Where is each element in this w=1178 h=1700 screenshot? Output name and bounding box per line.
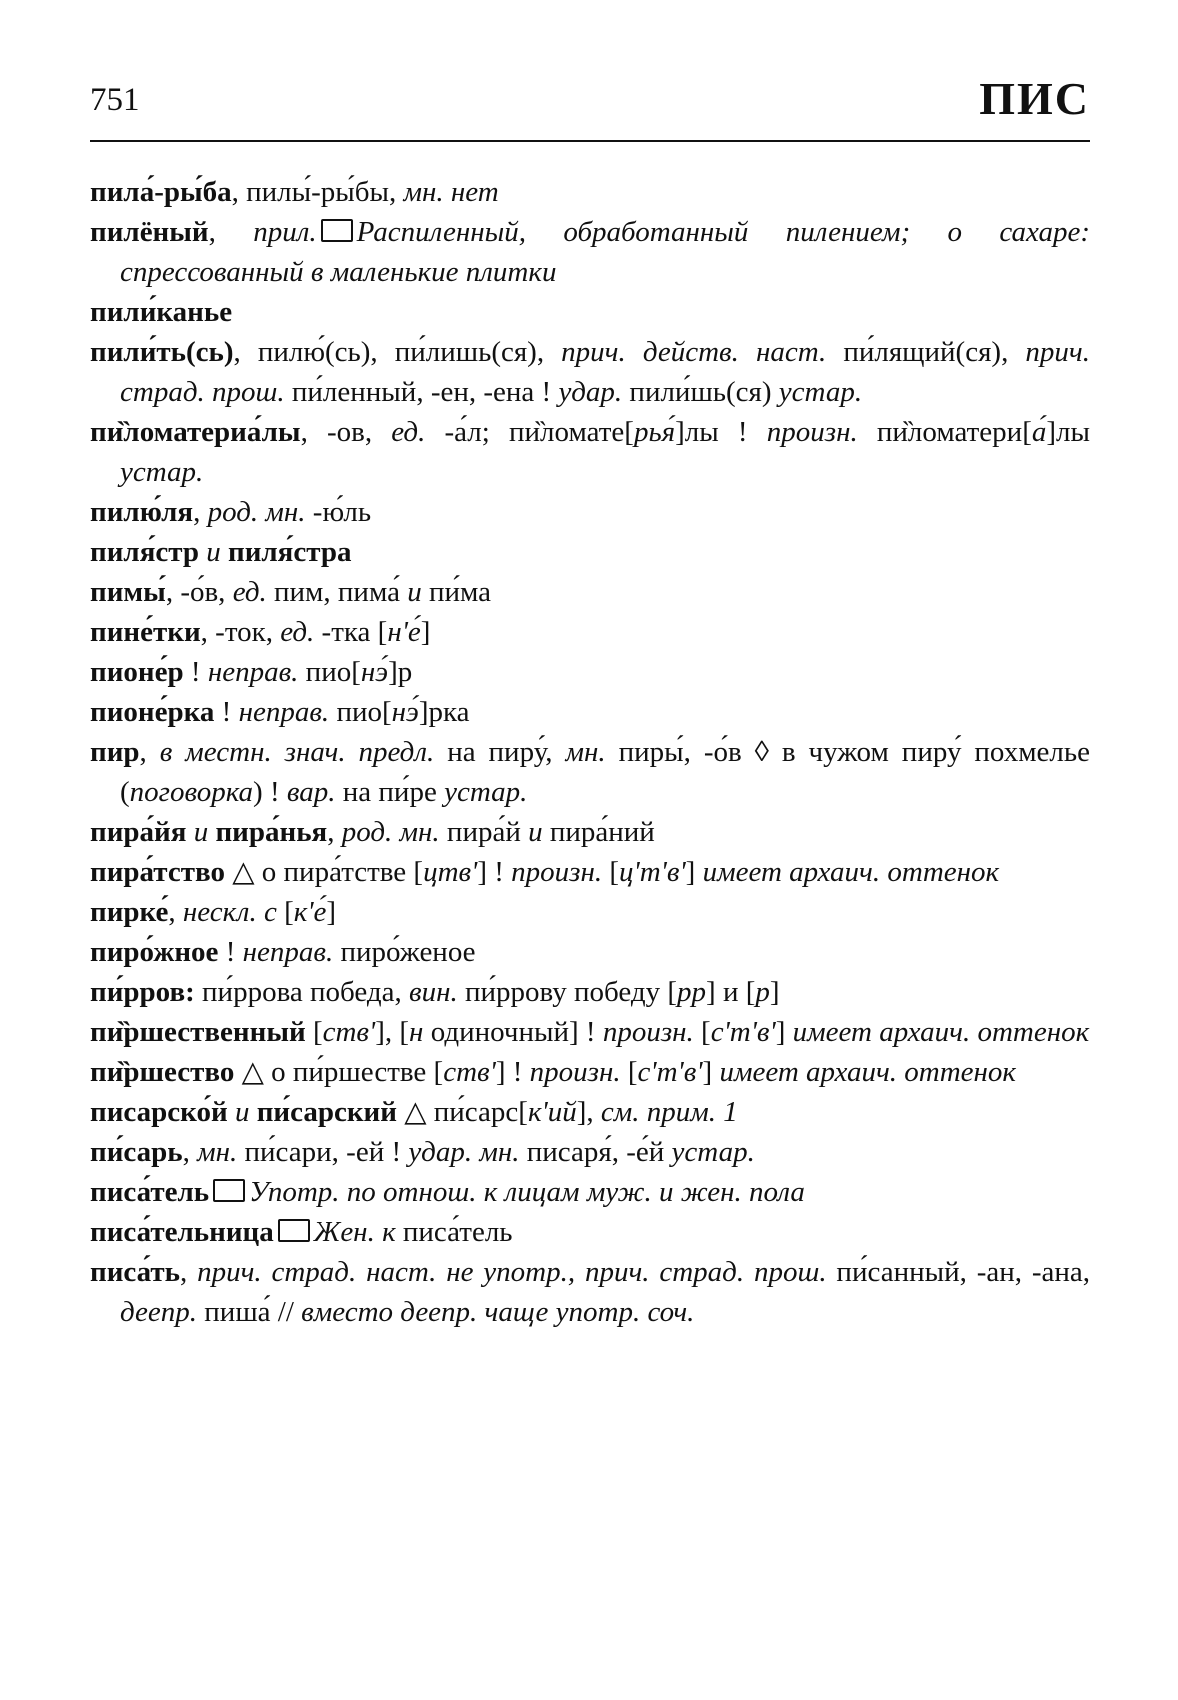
entry-text: , [179,1256,198,1288]
entry-text: △ пи́сарс[ [396,1096,528,1128]
italic-note: и [528,816,543,848]
entry-text: пи́ленный, -ен, -ена ! [284,376,559,408]
italic-note: поговорка [129,776,254,808]
entry-text: пиро́женое [333,936,476,968]
entry-text: ]лы [1046,416,1090,448]
italic-note: ед. [280,616,315,648]
note-box-icon [278,1219,310,1242]
headword: пиро́жное [90,936,219,968]
entry-text: [ [305,1016,323,1048]
entry-text: на пиру́, [434,736,566,768]
headword: пи́сарский [256,1096,397,1128]
headword: пиля́стр [90,536,199,568]
italic-note: род. мн. [207,496,306,528]
italic-note: мн. нет [403,176,499,208]
italic-note: вар. [286,776,336,808]
entry-text: пи̏ломатери[ [857,416,1032,448]
italic-note: произн. [766,416,858,448]
entry-text: пи́ррову победу [ [457,976,678,1008]
italic-note: удар. мн. [408,1136,520,1168]
entry-text: ! [183,656,208,688]
italic-note: мн. [565,736,606,768]
headword: пила́-ры́ба [90,176,232,208]
dictionary-entry [90,892,1090,932]
entry-text: , -ов, [300,416,392,448]
entry-text: ] и [ [706,976,756,1008]
headword: пи̏ломатериа́лы [90,416,301,448]
dictionary-entry [90,1012,1090,1052]
entry-text: пи́сари, -ей ! [237,1136,409,1168]
dictionary-entry [90,972,1090,1012]
entry-text: ]р [388,656,413,688]
entry-text: писаря́, -е́й [519,1136,672,1168]
page-header [90,70,1090,142]
italic-note: прич. действ. наст. [561,336,827,368]
note-box-icon [213,1179,245,1202]
italic-note: н [409,1016,424,1048]
dictionary-entry [90,292,1090,332]
entry-text: ! [214,696,239,728]
headword: пили́канье [90,296,233,328]
entry-text: ) ! [253,776,287,808]
italic-note: вместо деепр. чаще употр. соч. [301,1296,695,1328]
dictionary-entry [90,212,1090,292]
entry-text: пи́лящий(ся), [826,336,1026,368]
dictionary-entry [90,692,1090,732]
italic-note: нэ́ [391,696,419,728]
entry-text: ] [420,616,431,648]
headword: писа́ть [90,1256,180,1288]
italic-note: рья́ [633,416,676,448]
entry-text: одиночный] ! [423,1016,603,1048]
dictionary-entry [90,572,1090,612]
dictionary-entry [90,812,1090,852]
entry-text: , [193,496,208,528]
italic-note: произн. [529,1056,621,1088]
entry-text: пим, пима́ [266,576,408,608]
entry-text: ]лы ! [675,416,767,448]
italic-note: устар. [120,456,204,488]
italic-note: и [234,1096,250,1128]
italic-note: к'ий [527,1096,577,1128]
entry-text: пио[ [329,696,392,728]
entry-text: писа́тель [395,1216,513,1248]
entry-text: ], [ [375,1016,410,1048]
italic-note: ед. [232,576,267,608]
dictionary-entry [90,532,1090,572]
italic-note: неправ. [242,936,334,968]
headword: писа́тель [90,1176,210,1208]
entry-text: ! [218,936,243,968]
dictionary-entry [90,172,1090,212]
entry-text [249,1096,256,1128]
headword: пилёный [90,216,209,248]
headword: пи́сарь [90,1136,183,1168]
entry-text: -тка [ [314,616,388,648]
italic-note: удар. [558,376,623,408]
entry-text: ]рка [418,696,470,728]
entry-text [221,536,228,568]
entry-text: ] [775,1016,793,1048]
page-number: 751 [90,82,140,118]
headword: пира́тство [90,856,225,888]
entry-text: пи́ма [421,576,492,608]
italic-note: ед. [391,416,426,448]
entry-text: , -о́в, [165,576,233,608]
entry-text: ], [576,1096,601,1128]
dictionary-entry [90,932,1090,972]
headword: пионе́р [90,656,184,688]
italic-note: вин. [409,976,458,1008]
entry-text [186,816,193,848]
italic-note: с'т'в' [637,1056,703,1088]
entry-text: -а́л; пи̏ломате[ [425,416,634,448]
italic-note: и [407,576,422,608]
italic-note: прич. страд. прош. [120,336,1090,408]
entry-text: пили́шь(ся) [622,376,779,408]
italic-note: цтв' [423,856,478,888]
headword: пирке́ [90,896,169,928]
italic-note: мн. [197,1136,238,1168]
entry-text: , [168,896,183,928]
entry-text: пира́ний [542,816,655,848]
entry-text: ] [326,896,337,928]
italic-note: деепр. [120,1296,198,1328]
entry-text: [ [693,1016,711,1048]
italic-note: неправ. [238,696,330,728]
dictionary-entry [90,612,1090,652]
headword: пир [90,736,140,768]
dictionary-entry [90,1052,1090,1092]
entry-text: ] [702,1056,720,1088]
dictionary-entry [90,332,1090,412]
dictionary-page [90,70,1090,1332]
headword: писарско́й [90,1096,228,1128]
italic-note: ств' [443,1056,496,1088]
entry-text: , [182,1136,198,1168]
entry-text: на пи́ре [335,776,445,808]
entry-text: , [139,736,160,768]
italic-note: к'е́ [293,896,327,928]
headword: пине́тки [90,616,201,648]
entry-text: △ о пира́тстве [ [224,856,424,888]
entry-text: [ [276,896,294,928]
entry-text: , -ток, [200,616,281,648]
entry-text [228,1096,235,1128]
entry-text: [ [620,1056,638,1088]
italic-note: ц'т'в' [619,856,686,888]
italic-note: Распиленный, обработанный пилением; о сахаре: спрессованный в маленькие плитки [120,216,1090,288]
italic-note: устар. [444,776,528,808]
headword: пионе́рка [90,696,215,728]
entry-text: -ю́ль [305,496,372,528]
dictionary-entry [90,492,1090,532]
italic-note: нэ́ [360,656,389,688]
entry-text: пио[ [298,656,361,688]
headword: пи̏ршественный [90,1016,306,1048]
entry-text: пиша́ // [197,1296,302,1328]
italic-note: произн. [511,856,603,888]
italic-note: имеет архаич. оттенок [792,1016,1090,1048]
italic-note: род. мн. [341,816,440,848]
entry-text: ] [769,976,780,1008]
italic-note: см. прим. 1 [600,1096,738,1128]
entry-list [90,172,1090,1332]
headword: пимы́ [90,576,166,608]
entry-text: пиры́, -о́в ◊ в чужом пиру́ похмелье ( [120,736,1090,808]
italic-note: устар. [778,376,863,408]
italic-note: Жен. к [313,1216,396,1248]
entry-text: пира́й [439,816,529,848]
entry-text: ] ! [495,1056,530,1088]
italic-note: прич. страд. наст. не употр., прич. страд. прош. [197,1256,827,1288]
italic-note: устар. [671,1136,755,1168]
italic-note: н'е́ [387,616,421,648]
headword: пира́нья [215,816,328,848]
entry-text: , [208,216,254,248]
italic-note: неправ. [207,656,299,688]
entry-text: , пилю́(сь), пи́лишь(ся), [233,336,562,368]
italic-note: и [206,536,221,568]
dictionary-entry [90,1212,1090,1252]
italic-note: рр [677,976,707,1008]
italic-note: в местн. знач. предл. [159,736,435,768]
headword: пи́рров: [90,976,195,1008]
entry-text: ] ! [477,856,512,888]
italic-note: имеет архаич. оттенок [702,856,1000,888]
entry-text: [ [602,856,620,888]
italic-note: Употр. по отнош. к лицам муж. и жен. пола [249,1176,805,1208]
entry-text: , [327,816,342,848]
entry-text: пи́санный, -ан, -ана, [826,1256,1090,1288]
italic-note: и [193,816,209,848]
italic-note: а́ [1031,416,1047,448]
dictionary-entry [90,1132,1090,1172]
headword: пилю́ля [90,496,194,528]
dictionary-entry [90,1252,1090,1332]
dictionary-entry [90,652,1090,692]
entry-text: △ о пи́ршестве [ [234,1056,444,1088]
dictionary-entry [90,1172,1090,1212]
running-head: ПИС [979,73,1090,124]
italic-note: с'т'в' [710,1016,776,1048]
headword: пили́ть(сь) [90,336,234,368]
italic-note: имеет архаич. оттенок [719,1056,1016,1088]
headword: пиля́стра [227,536,352,568]
entry-text: ] [685,856,703,888]
italic-note: ств' [322,1016,376,1048]
dictionary-entry [90,852,1090,892]
headword: пира́йя [90,816,187,848]
headword: писа́тельница [90,1216,274,1248]
dictionary-entry [90,1092,1090,1132]
note-box-icon [321,219,353,242]
entry-text: пи́ррова победа, [194,976,410,1008]
italic-note: р [755,976,770,1008]
italic-note: нескл. с [182,896,277,928]
dictionary-entry [90,412,1090,492]
entry-text: , пилы́-ры́бы, [231,176,404,208]
italic-note: произн. [602,1016,694,1048]
dictionary-entry [90,732,1090,812]
headword: пи̏ршество [90,1056,235,1088]
italic-note: прил. [253,216,317,248]
